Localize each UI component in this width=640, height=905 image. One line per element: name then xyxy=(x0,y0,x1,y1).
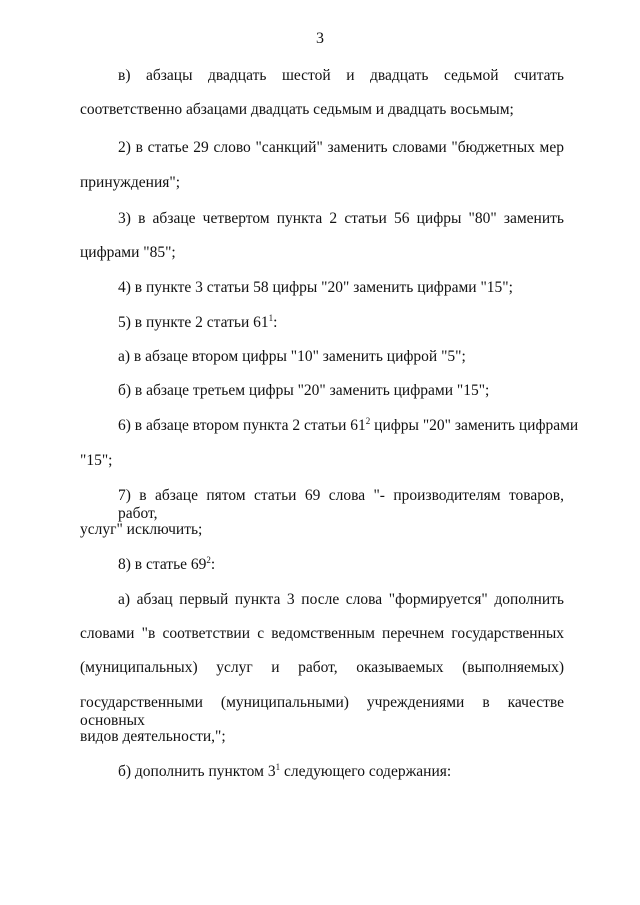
text-line: "15"; xyxy=(80,452,113,469)
text-fragment: : xyxy=(273,314,278,331)
text-line xyxy=(118,314,277,332)
superscript: 2 xyxy=(206,555,211,565)
text-line: (муниципальных) услуг и работ, оказываемых (выполняемых) xyxy=(80,659,564,676)
text-line: а) абзац первый пункта 3 после слова "формируется" дополнить xyxy=(118,591,564,608)
text-fragment: 5) в пункте 2 статьи 61 xyxy=(118,314,269,331)
text-line: соответственно абзацами двадцать седьмым и двадцать восьмым; xyxy=(80,101,514,118)
superscript: 2 xyxy=(365,416,371,426)
text-line: словами "в соответствии с ведомственным перечнем государственных xyxy=(80,625,564,642)
text-fragment: цифры "20" заменить цифрами xyxy=(370,417,579,434)
text-line: 4) в пункте 3 статьи 58 цифры "20" заменить цифрами "15"; xyxy=(118,279,513,296)
text-fragment: 8) в статье 69 xyxy=(118,556,207,573)
text-line: 2) в статье 29 слово "санкций" заменить словами "бюджетных мер xyxy=(118,139,564,156)
superscript: 1 xyxy=(268,313,274,323)
text-line xyxy=(118,417,578,435)
text-line: видов деятельности,"; xyxy=(80,728,226,745)
text-fragment: следующего содержания: xyxy=(280,763,452,780)
text-line: государственными (муниципальными) учреждениями в качестве основных xyxy=(80,694,564,729)
page-number: 3 xyxy=(316,30,324,47)
text-line xyxy=(118,556,215,574)
text-line: в) абзацы двадцать шестой и двадцать седьмой считать xyxy=(118,67,564,84)
superscript: 1 xyxy=(275,762,281,772)
text-line: принуждения"; xyxy=(80,174,181,191)
text-line: а) в абзаце втором цифры "10" заменить цифрой "5"; xyxy=(118,348,466,365)
text-line: 3) в абзаце четвертом пункта 2 статьи 56 цифры "80" заменить xyxy=(118,210,564,227)
text-line: б) в абзаце третьем цифры "20" заменить цифрами "15"; xyxy=(118,382,490,399)
text-line xyxy=(118,763,451,781)
text-line: услуг" исключить; xyxy=(80,521,203,538)
text-line: 7) в абзаце пятом статьи 69 слова "- производителям товаров, работ, xyxy=(118,487,564,522)
text-line: цифрами "85"; xyxy=(80,244,176,261)
text-fragment: 6) в абзаце втором пункта 2 статьи 61 xyxy=(118,417,366,434)
text-fragment: : xyxy=(210,556,216,573)
text-fragment: б) дополнить пунктом 3 xyxy=(118,763,276,780)
